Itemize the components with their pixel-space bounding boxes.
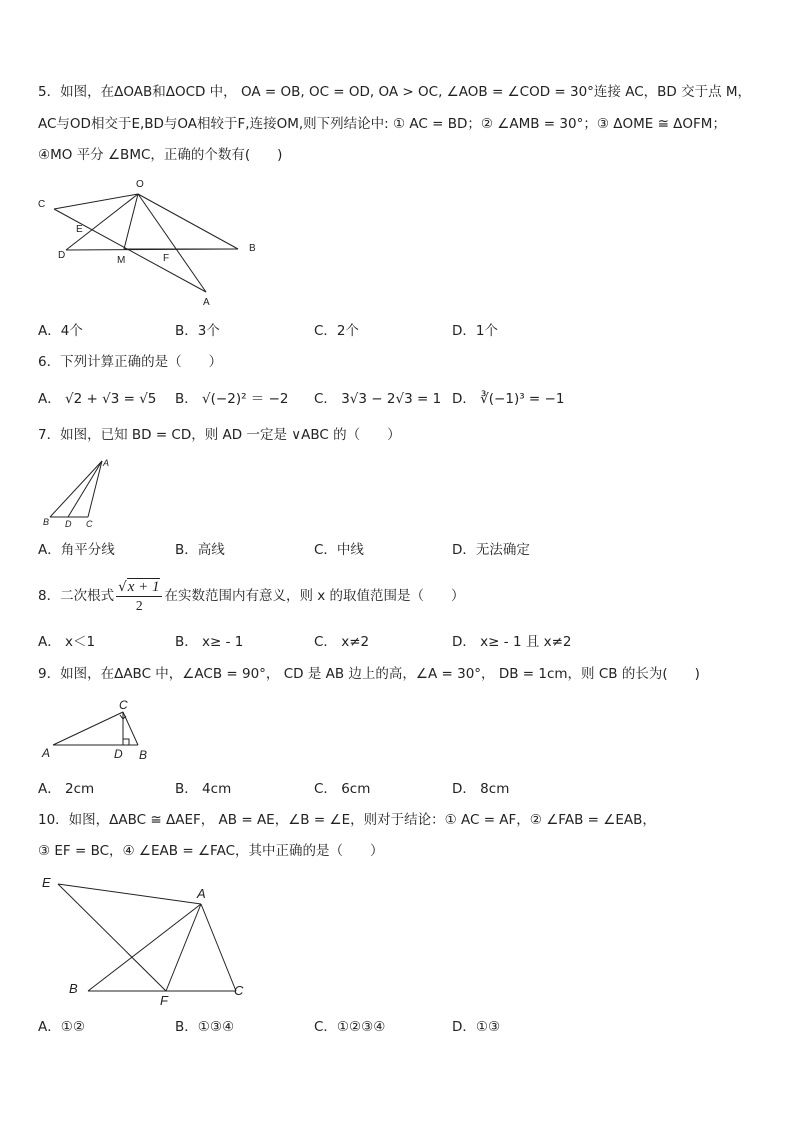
q7-label-b: B: [43, 517, 50, 527]
q9-label-a: A: [42, 746, 51, 760]
q9-option-c[interactable]: C． 6cm: [314, 781, 371, 797]
q8-option-a[interactable]: A． x＜1: [38, 634, 96, 650]
q5-figure: [30, 172, 270, 312]
q5-label-f: F: [163, 253, 170, 264]
q8-frac-denominator: 2: [135, 597, 143, 613]
q10-label-b: B: [69, 981, 78, 996]
q5-label-m: M: [117, 255, 126, 266]
q5-option-d[interactable]: D．1个: [452, 323, 498, 339]
q7-figure: [38, 455, 118, 530]
q8-option-c[interactable]: C． x≠2: [314, 634, 370, 650]
q6-option-d[interactable]: D． ∛(−1)³ = −1: [452, 391, 565, 407]
q8-stem-pre: 8．二次根式: [38, 588, 115, 604]
q8-stem-post: 在实数范围内有意义，则 x 的取值范围是（ ）: [164, 588, 465, 604]
q7-option-c[interactable]: C．中线: [314, 542, 364, 558]
q10-label-c: C: [234, 983, 244, 998]
q10-label-e: E: [42, 875, 51, 890]
q6-option-c[interactable]: C． 3√3 − 2√3 = 1: [314, 391, 442, 407]
q10-figure: [36, 870, 256, 1010]
q7-option-d[interactable]: D．无法确定: [452, 542, 530, 558]
q9-option-d[interactable]: D． 8cm: [452, 781, 510, 797]
q5-label-o: O: [136, 179, 144, 190]
q8-frac-numerator: x + 1: [127, 578, 160, 595]
q9-label-c: C: [119, 698, 128, 712]
q8-option-d[interactable]: D． x≥ - 1 且 x≠2: [452, 634, 572, 650]
q9-option-b[interactable]: B． 4cm: [175, 781, 232, 797]
q10-option-d[interactable]: D．①③: [452, 1019, 501, 1035]
q5-label-b: B: [249, 243, 256, 254]
q5-stem-line3: ④MO 平分 ∠BMC，正确的个数有( ): [38, 147, 283, 163]
q7-option-a[interactable]: A．角平分线: [38, 542, 115, 558]
q5-label-d: D: [58, 250, 66, 261]
q10-option-a[interactable]: A．①②: [38, 1019, 85, 1035]
q9-label-d: D: [114, 747, 123, 761]
q10-label-f: F: [160, 993, 168, 1008]
q10-stem-line1: 10．如图，ΔABC ≅ ΔAEF， AB = AE，∠B = ∠E，则对于结论：① AC = AF，② ∠FAB = ∠EAB，: [38, 812, 656, 828]
q8-option-b[interactable]: B． x≥ - 1: [175, 634, 244, 650]
q8-stem: [38, 577, 465, 615]
q5-stem-line2: AC与OD相交于E,BD与OA相较于F,连接OM,则下列结论中: ① AC = BD；② ∠AMB = 30°；③ ΔOME ≅ ΔOFM；: [38, 116, 726, 132]
q5-label-c: C: [38, 199, 46, 210]
q5-label-a: A: [203, 297, 210, 308]
q10-option-b[interactable]: B．①③④: [175, 1019, 235, 1035]
q5-option-b[interactable]: B．3个: [175, 323, 220, 339]
q6-option-b[interactable]: B． √(−2)² ＝ −2: [175, 391, 289, 407]
q5-option-a[interactable]: A．4个: [38, 323, 83, 339]
q9-option-a[interactable]: A． 2cm: [38, 781, 95, 797]
q10-label-a: A: [197, 886, 206, 901]
q6-stem: 6．下列计算正确的是（ ）: [38, 354, 223, 370]
q7-option-b[interactable]: B．高线: [175, 542, 225, 558]
q6-option-a[interactable]: A． √2 + √3 = √5: [38, 391, 157, 407]
q10-stem-line2: ③ EF = BC，④ ∠EAB = ∠FAC，其中正确的是（ ）: [38, 843, 384, 859]
q7-stem: 7．如图，已知 BD = CD，则 AD 一定是 ∨ABC 的（ ）: [38, 427, 401, 443]
q5-option-c[interactable]: C．2个: [314, 323, 360, 339]
q8-fraction: $\frac{√x + 1}{2}$: [116, 578, 162, 615]
q10-option-c[interactable]: C．①②③④: [314, 1019, 386, 1035]
q7-label-a: A: [103, 458, 110, 468]
q9-figure: [38, 697, 158, 765]
q9-label-b: B: [139, 748, 148, 762]
q9-stem: 9．如图，在ΔABC 中，∠ACB = 90°， CD 是 AB 边上的高，∠A = 30°， DB = 1cm，则 CB 的长为( ): [38, 666, 700, 682]
q7-label-d: D: [65, 519, 72, 529]
q5-label-e: E: [76, 224, 83, 235]
q7-label-c: C: [86, 519, 93, 529]
q5-stem-line1: 5．如图，在ΔOAB和ΔOCD 中， OA = OB, OC = OD, OA > OC, ∠AOB = ∠COD = 30°连接 AC，BD 交于点 M，: [38, 84, 752, 100]
